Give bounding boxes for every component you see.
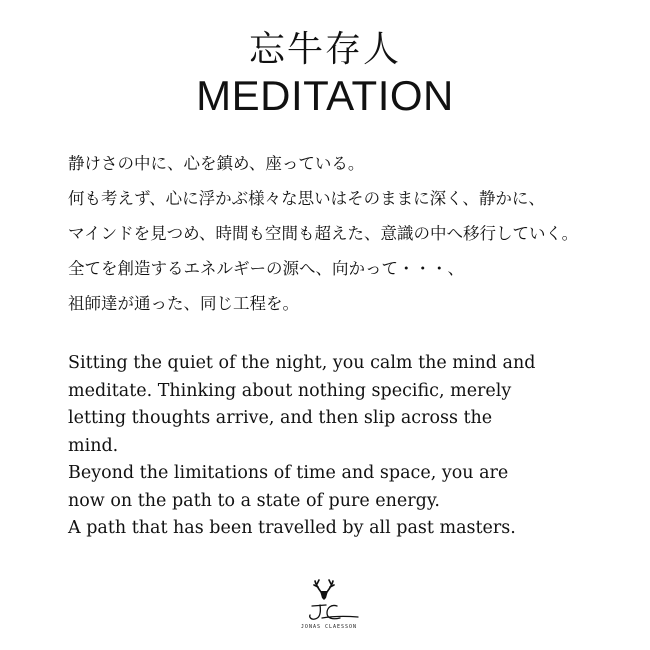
english-line: Beyond the limitations of time and space, you are xyxy=(68,463,509,483)
japanese-line: 静けさの中に、心を鎮め、座っている。 xyxy=(68,154,365,173)
japanese-line: マインドを見つめ、時間も空間も超えた、意識の中へ移行していく。 xyxy=(68,224,579,243)
japanese-line: 全てを創造するエネルギーの源へ、向かって・・・、 xyxy=(68,259,464,278)
logo-caption: JONAS CLAESSON xyxy=(300,624,358,630)
english-line: Sitting the quiet of the night, you calm the mind and xyxy=(68,353,536,373)
signature-logo xyxy=(282,576,372,636)
title-japanese: 忘牛存人 xyxy=(248,29,401,70)
english-line: now on the path to a state of pure energy. xyxy=(68,490,440,511)
japanese-line: 祖師達が通った、同じ工程を。 xyxy=(68,294,299,313)
title-block xyxy=(0,28,650,120)
english-line: letting thoughts arrive, and then slip across the xyxy=(68,408,493,428)
english-paragraph xyxy=(68,350,628,543)
title-english: MEDITATION xyxy=(196,72,454,119)
japanese-paragraph xyxy=(68,146,608,321)
english-line: mind. xyxy=(68,435,119,456)
english-line: meditate. Thinking about nothing specific, merely xyxy=(68,380,512,401)
japanese-line: 何も考えず、心に浮かぶ様々な思いはそのままに深く、静かに、 xyxy=(68,189,545,208)
deer-antler-signature-icon xyxy=(282,576,372,626)
english-line: A path that has been travelled by all past masters. xyxy=(68,518,516,538)
